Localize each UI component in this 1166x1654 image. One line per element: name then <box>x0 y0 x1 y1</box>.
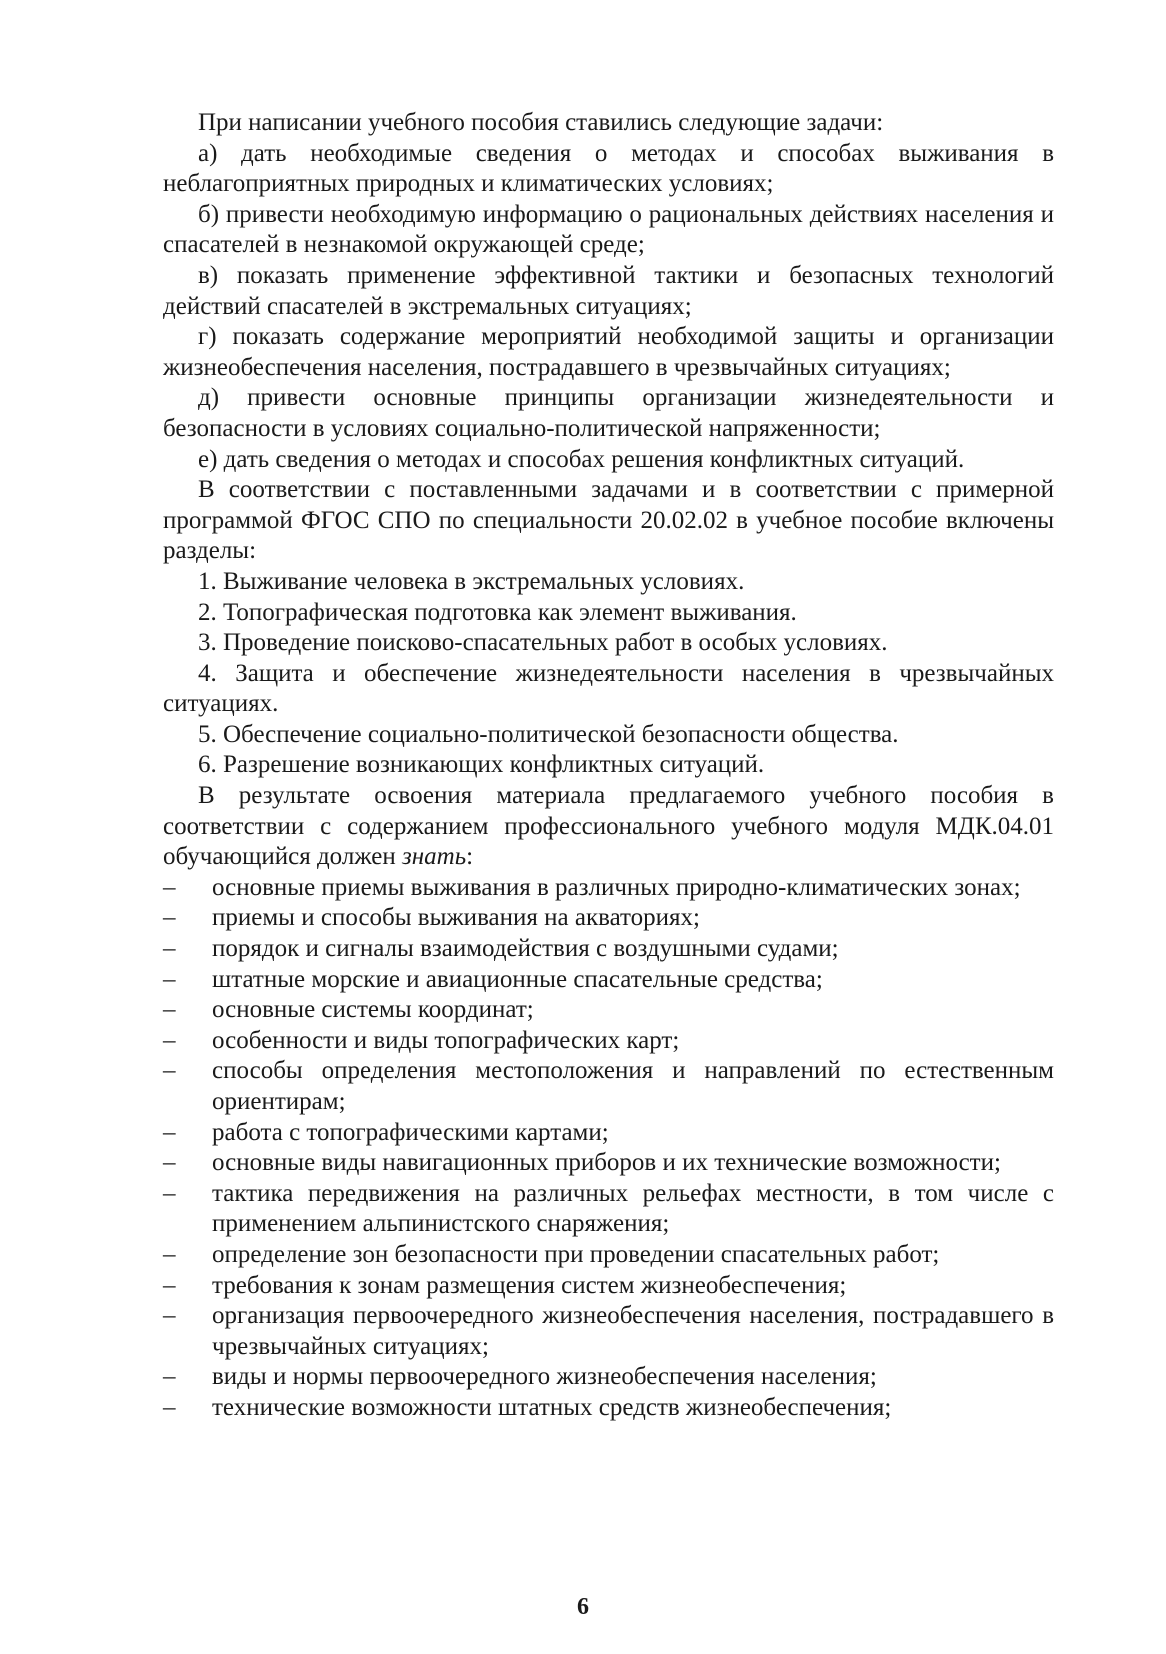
dash-bullet: – <box>163 904 176 932</box>
knowledge-item <box>163 903 1054 934</box>
knowledge-text: технические возможности штатных средств жизнеобеспечения; <box>212 1393 892 1421</box>
section-5: 5. Обеспечение социально-политической безопасности общества. <box>198 720 899 748</box>
knowledge-text: требования к зонам размещения систем жизнеобеспечения; <box>212 1271 847 1299</box>
knowledge-item <box>163 1301 1054 1362</box>
knowledge-item <box>163 1271 1054 1302</box>
knowledge-item <box>163 1240 1054 1271</box>
knowledge-text: работа с топографическими картами; <box>212 1118 609 1146</box>
knowledge-text: штатные морские и авиационные спасательные средства; <box>212 965 823 993</box>
knowledge-item <box>163 1362 1054 1393</box>
dash-bullet: – <box>163 1240 176 1268</box>
knowledge-item <box>163 1148 1054 1179</box>
knowledge-item <box>163 1118 1054 1149</box>
task-d: г) показать содержание мероприятий необходимой защиты и организации жизнеобеспечения населения, пострадавшего в чрезвычайных ситуациях; <box>163 323 1054 381</box>
knowledge-text: тактика передвижения на различных рельефах местности, в том числе с применением альпинистского снаряжения; <box>212 1179 1054 1238</box>
dash-bullet: – <box>163 1179 176 1207</box>
dash-bullet: – <box>163 1271 176 1299</box>
section-4: 4. Защита и обеспечение жизнедеятельности населения в чрезвычайных ситуациях. <box>163 659 1054 718</box>
knowledge-text: приемы и способы выживания на акваториях; <box>212 904 700 932</box>
sections-intro: В соответствии с поставленными задачами и в соответствии с примерной программой ФГОС СПО по специальности 20.02.02 в учебное пособие включены разделы: <box>163 476 1054 565</box>
section-3: 3. Проведение поисково-спасательных работ в особых условиях. <box>198 629 888 657</box>
dash-bullet: – <box>163 1118 176 1146</box>
result-colon: : <box>466 843 474 871</box>
knowledge-item <box>163 995 1054 1026</box>
page-number: 6 <box>577 1594 589 1620</box>
section-1: 1. Выживание человека в экстремальных условиях. <box>198 567 745 595</box>
knowledge-text: основные приемы выживания в различных природно-климатических зонах; <box>212 873 1021 901</box>
result-intro-text: В результате освоения материала предлагаемого учебного пособия в соответствии с содержанием профессионального учебного модуля МДК.04.01 обучающийся должен <box>163 782 1054 871</box>
knowledge-item <box>163 1026 1054 1057</box>
dash-bullet: – <box>163 1302 176 1330</box>
intro-paragraph: При написании учебного пособия ставились следующие задачи: <box>198 109 884 136</box>
dash-bullet: – <box>163 1393 176 1421</box>
knowledge-text: основные системы координат; <box>212 996 534 1024</box>
dash-bullet: – <box>163 873 176 901</box>
knowledge-text: организация первоочередного жизнеобеспечения населения, пострадавшего в чрезвычайных ситуациях; <box>212 1302 1054 1360</box>
knowledge-text: виды и нормы первоочередного жизнеобеспечения населения; <box>212 1363 877 1391</box>
task-e: д) привести основные принципы организации жизнедеятельности и безопасности в условиях социально-политической напряженности; <box>163 384 1054 442</box>
dash-bullet: – <box>163 935 176 963</box>
result-intro <box>163 781 1054 873</box>
dash-bullet: – <box>163 1057 176 1085</box>
knowledge-item <box>163 1393 1054 1424</box>
task-c: в) показать применение эффективной тактики и безопасных технологий действий спасателей в экстремальных ситуациях; <box>163 261 1054 320</box>
section-2: 2. Топографическая подготовка как элемент выживания. <box>198 598 797 626</box>
dash-bullet: – <box>163 1363 176 1391</box>
dash-bullet: – <box>163 1026 176 1054</box>
task-f: е) дать сведения о методах и способах решения конфликтных ситуаций. <box>198 445 965 473</box>
knowledge-text: особенности и виды топографических карт; <box>212 1026 680 1054</box>
knowledge-text: порядок и сигналы взаимодействия с воздушными судами; <box>212 935 839 963</box>
knowledge-text: определение зон безопасности при проведении спасательных работ; <box>212 1240 940 1268</box>
knowledge-item <box>163 1056 1054 1117</box>
dash-bullet: – <box>163 965 176 993</box>
knowledge-item <box>163 965 1054 996</box>
dash-bullet: – <box>163 996 176 1024</box>
dash-bullet: – <box>163 1149 176 1177</box>
knowledge-item <box>163 934 1054 965</box>
knowledge-item <box>163 1179 1054 1240</box>
page-body <box>163 108 1054 1424</box>
section-6: 6. Разрешение возникающих конфликтных ситуаций. <box>198 751 765 779</box>
knowledge-text: способы определения местоположения и направлений по естественным ориентирам; <box>212 1057 1054 1115</box>
task-a: а) дать необходимые сведения о методах и способах выживания в неблагоприятных природных и климатических условиях; <box>163 139 1054 198</box>
result-emphasis: знать <box>402 843 467 871</box>
knowledge-item <box>163 873 1054 904</box>
knowledge-text: основные виды навигационных приборов и их технические возможности; <box>212 1149 1001 1177</box>
task-b: б) привести необходимую информацию о рациональных действиях населения и спасателей в незнакомой окружающей среде; <box>163 200 1054 259</box>
